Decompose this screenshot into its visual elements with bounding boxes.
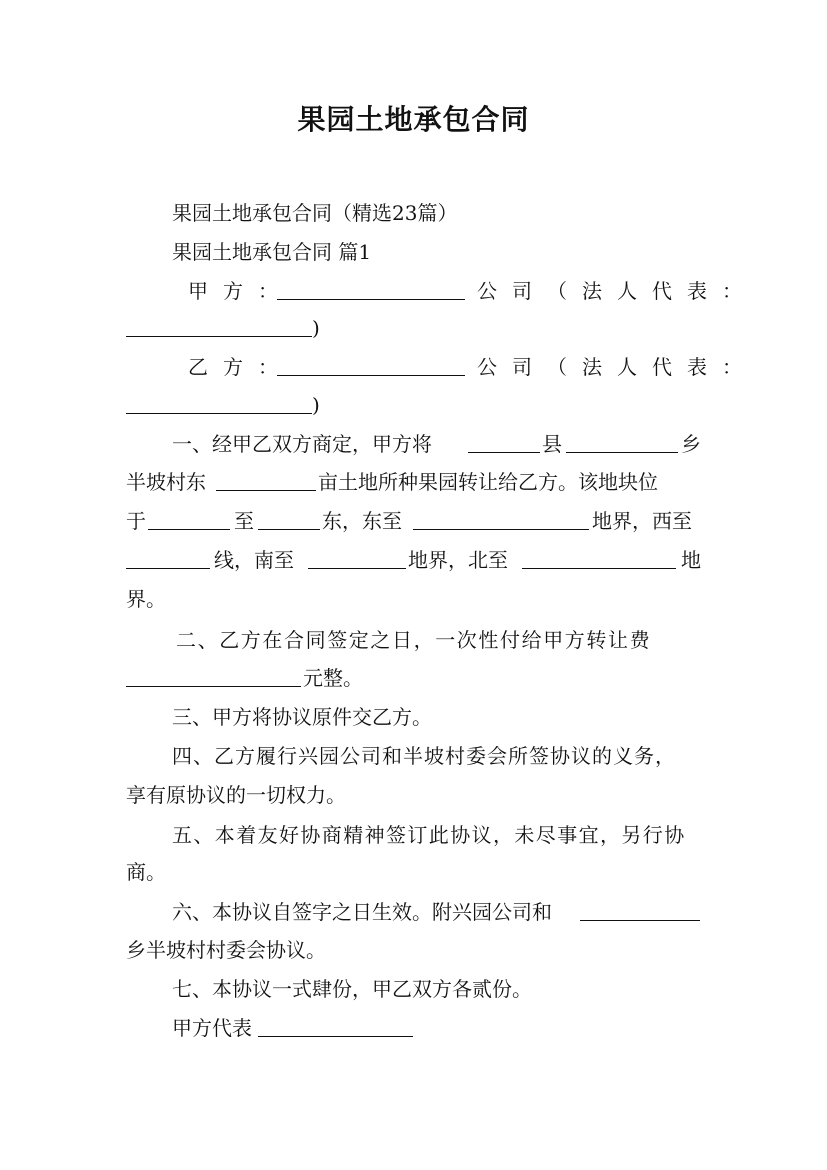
- party-b-representative-blank: [126, 395, 312, 414]
- clause-1-county-blank: [468, 434, 540, 453]
- clause-1-east-blank: [413, 511, 589, 530]
- clause-1-north-blank: [522, 550, 676, 569]
- party-a-close: ): [312, 316, 320, 340]
- clause-2-part-a: 二、乙方在合同签定之日，一次性付给甲方转让费: [176, 628, 652, 652]
- party-a-company-blank: [277, 281, 465, 300]
- section-heading: 果园土地承包合同 篇1: [172, 240, 372, 264]
- clause-1-part-d: 半坡村东: [126, 470, 206, 494]
- party-b-company-text: 公司（法人代表：: [477, 355, 757, 379]
- clause-1-part-f: 于: [126, 509, 146, 533]
- clause-1-part-a: 一、经甲乙双方商定，甲方将: [172, 432, 432, 456]
- clause-1-part-e: 亩土地所种果园转让给乙方。该地块位: [318, 470, 658, 494]
- clause-1-part-m: 界。: [126, 587, 166, 611]
- clause-1-to-blank: [258, 511, 320, 530]
- clause-4-part-a: 四、乙方履行兴园公司和半坡村委会所签协议的义务，: [172, 744, 676, 768]
- party-a-signature-label: 甲方代表: [172, 1016, 252, 1040]
- clause-5-part-a: 五、本着友好协商精神签订此协议，未尽事宜，另行协: [172, 823, 686, 847]
- clause-7: 七、本协议一式肆份，甲乙双方各贰份。: [172, 977, 532, 1001]
- document-title: 果园土地承包合同: [297, 103, 530, 136]
- clause-6-part-a: 六、本协议自签字之日生效。附兴园公司和: [172, 900, 552, 924]
- clause-1-township-blank: [566, 434, 678, 453]
- clause-1-part-h: 东，东至: [322, 509, 402, 533]
- clause-2-fee-blank: [126, 668, 301, 687]
- party-b-close: ): [312, 393, 320, 417]
- clause-1-west-blank: [126, 550, 210, 569]
- clause-1-acre-blank: [216, 472, 316, 491]
- clause-5-part-b: 商。: [126, 860, 166, 884]
- clause-1-from-blank: [148, 511, 230, 530]
- party-a-representative-blank: [126, 318, 312, 337]
- clause-1-south-blank: [308, 550, 406, 569]
- clause-6-part-b: 乡半坡村村委会协议。: [126, 938, 326, 962]
- party-b-company-blank: [277, 357, 465, 376]
- party-a-label: 甲方：: [188, 279, 293, 303]
- clause-1-part-i: 地界，西至: [592, 509, 692, 533]
- party-b-label: 乙方：: [188, 355, 293, 379]
- clause-1-part-j: 线，南至: [214, 548, 294, 572]
- clause-1-part-c: 乡: [681, 432, 701, 456]
- clause-6-blank: [580, 902, 700, 921]
- clause-1-part-l: 地: [681, 548, 701, 572]
- party-a-company-text: 公司（法人代表：: [477, 279, 757, 303]
- clause-3: 三、甲方将协议原件交乙方。: [172, 705, 432, 729]
- clause-1-part-g: 至: [234, 509, 254, 533]
- clause-4-part-b: 享有原协议的一切权力。: [126, 783, 346, 807]
- clause-1-part-k: 地界，北至: [408, 548, 508, 572]
- clause-1-part-b: 县: [542, 432, 562, 456]
- clause-2-part-b: 元整。: [303, 666, 363, 690]
- subtitle: 果园土地承包合同（精选23篇）: [172, 201, 458, 225]
- party-a-signature-blank: [258, 1018, 413, 1037]
